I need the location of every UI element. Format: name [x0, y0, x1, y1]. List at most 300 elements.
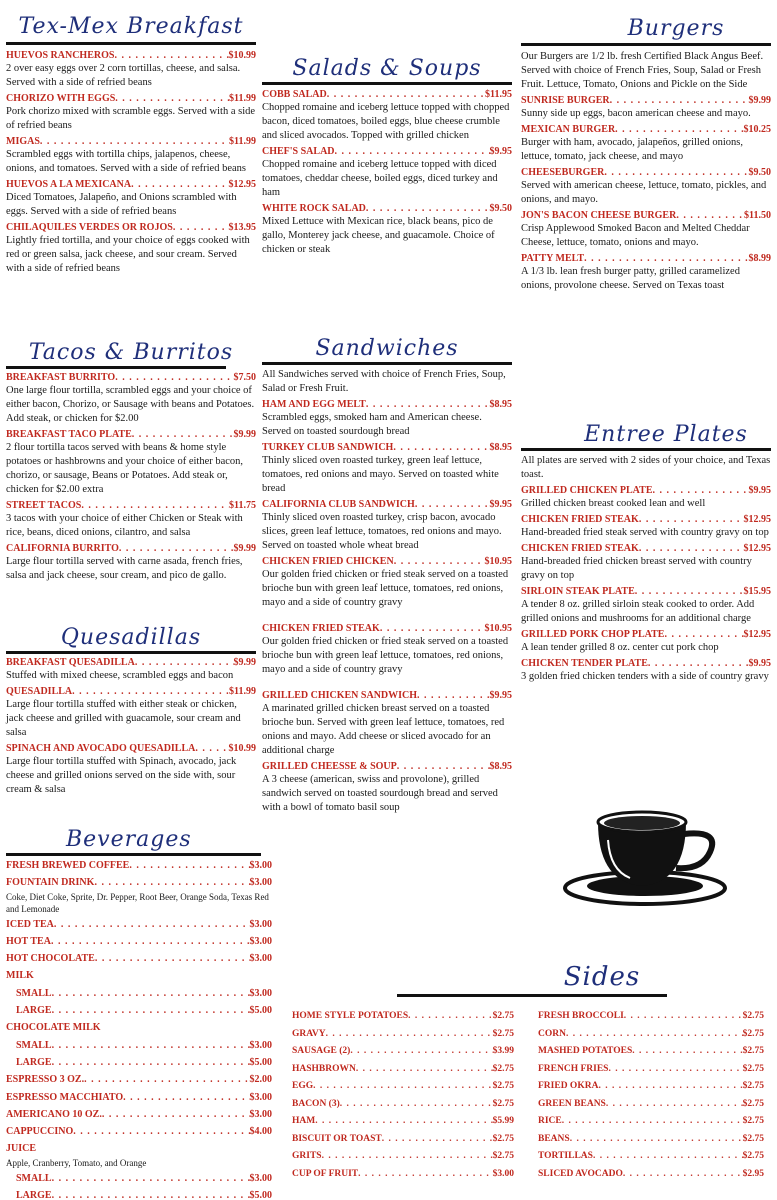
dot-leader [623, 1167, 743, 1183]
menu-item-price: $9.95 [489, 499, 512, 510]
menu-item-row [292, 1114, 514, 1130]
menu-item-price: $2.75 [742, 1151, 764, 1161]
dot-leader [52, 1038, 250, 1053]
menu-item-row [6, 178, 256, 191]
menu-item-price: $8.95 [489, 761, 512, 772]
dot-leader [131, 178, 228, 191]
menu-item-row [262, 202, 512, 215]
menu-item [6, 1107, 272, 1122]
menu-item-row [292, 1044, 514, 1060]
menu-item-name: HUEVOS RANCHEROS [6, 50, 115, 61]
dot-leader [394, 555, 485, 568]
dot-leader [73, 1124, 249, 1139]
menu-item [521, 657, 771, 684]
menu-item [538, 1097, 764, 1113]
menu-item [538, 1062, 764, 1078]
quesadillas-title: Quesadillas [60, 625, 202, 650]
menu-item-description: A 1/3 lb. lean fresh burger patty, grilled caramelized onions, provolone cheese. Served on Texas toast [521, 266, 740, 291]
sides-section [292, 962, 772, 1182]
dot-leader [604, 166, 748, 179]
menu-item [6, 1055, 272, 1070]
menu-item-price: $3.00 [249, 987, 272, 999]
burgers-intro: Our Burgers are 1/2 lb. fresh Certified Black Angus Beef. Served with choice of French Fries, Soup, Salad or Fresh Fruit. Lettuce, Tomato, Onions and Pickle on the Side [521, 51, 764, 90]
menu-item-row [6, 656, 256, 669]
menu-item [6, 917, 272, 932]
menu-item-row [262, 88, 512, 101]
menu-item-row [292, 1149, 514, 1165]
menu-item-price: $2.75 [742, 1063, 764, 1074]
dot-leader [648, 657, 749, 670]
menu-item-name: EGG [292, 1081, 314, 1091]
menu-item-price: $3.00 [249, 1039, 272, 1051]
menu-item-price: $12.95 [743, 514, 771, 525]
menu-item-price: $2.75 [742, 1028, 764, 1039]
menu-item-price: $8.95 [489, 442, 512, 453]
menu-item-price: $3.00 [249, 877, 272, 889]
burgers-divider [521, 43, 771, 46]
menu-item-price: $2.75 [492, 1081, 514, 1091]
menu-item [6, 1124, 272, 1139]
menu-item-description: Thinly sliced oven roasted turkey, green leaf lettuce, tomatoes, red onions and mayo. Served on toasted white bread [262, 455, 499, 494]
menu-item-name: SUNRISE BURGER [521, 95, 610, 106]
dot-leader [52, 1055, 250, 1070]
dot-leader [653, 484, 749, 497]
menu-item-name: HOT TEA [6, 935, 51, 947]
dot-leader [397, 760, 490, 773]
menu-item-row [292, 1097, 514, 1113]
menu-item-price: $2.00 [249, 1074, 272, 1086]
menu-item-price: $12.95 [228, 179, 256, 190]
menu-item [262, 398, 512, 439]
menu-item-price: $11.75 [229, 500, 256, 511]
menu-item [521, 542, 771, 583]
menu-item-price: $2.75 [742, 1116, 764, 1126]
menu-item-row [262, 441, 512, 454]
menu-item-name: GRILLED PORK CHOP PLATE [521, 629, 665, 640]
menu-item-row [292, 1009, 514, 1025]
dot-leader [350, 1044, 492, 1060]
menu-item-price: $3.00 [249, 1172, 272, 1184]
menu-item-description: Lightly fried tortilla, and your choice of eggs cooked with red or green salsa, jack cheese, and sour cream. Served with a side of refried beans [6, 235, 250, 274]
menu-item-row [538, 1149, 764, 1165]
menu-item-name: SPINACH AND AVOCADO QUESADILLA [6, 743, 196, 754]
dot-leader [584, 252, 748, 265]
menu-item-name: BISCUIT OR TOAST [292, 1133, 382, 1144]
menu-item-row [262, 760, 512, 773]
menu-item [6, 371, 256, 426]
dot-leader [195, 742, 228, 755]
menu-item-description: Scrambled eggs, smoked ham and American cheese. Served on toasted sourdough bread [262, 412, 482, 437]
dot-leader [52, 1171, 250, 1186]
menu-item [262, 88, 512, 143]
menu-item-name: WHITE ROCK SALAD [262, 203, 366, 214]
menu-item-name: ESPRESSO 3 OZ. [6, 1074, 85, 1086]
menu-item-row [6, 917, 272, 932]
tacos-section [6, 340, 256, 583]
menu-item-price: $10.99 [228, 50, 256, 61]
menu-item-price: $11.50 [744, 210, 771, 221]
dot-leader [608, 1062, 742, 1078]
dot-leader [315, 1114, 492, 1130]
menu-item-name: AMERICANO 10 OZ. [6, 1108, 102, 1120]
menu-item-row [262, 689, 512, 702]
menu-item-price: $12.95 [743, 629, 771, 640]
menu-item-name: STREET TACOS [6, 500, 82, 511]
menu-item-description: A marinated grilled chicken breast served on a toasted brioche bun. Served with green leaf lettuce, tomatoes, red onions and mayo. Add cheese or sliced avocado for an additional charge [262, 703, 505, 756]
menu-item-name: GRILLED CHICKEN PLATE [521, 485, 653, 496]
menu-item [6, 1003, 272, 1018]
menu-item-row [538, 1167, 764, 1183]
menu-item-name: HUEVOS A LA MEXICANA [6, 179, 132, 190]
menu-item-name: GRILLED CHEESSE & SOUP [262, 761, 397, 772]
menu-item-description: Sunny side up eggs, bacon american cheese and mayo. [521, 108, 751, 119]
menu-item-description: Our golden fried chicken or fried steak served on a toasted brioche bun with green leaf lettuce, tomatoes, red onions, mayo and a side of country gravy [262, 636, 509, 675]
menu-item-price: $3.00 [249, 953, 272, 965]
menu-item-row [521, 484, 771, 497]
menu-item [262, 498, 512, 553]
menu-item-name: FOUNTAIN DRINK [6, 877, 95, 889]
menu-item-name: CHICKEN TENDER PLATE [521, 658, 648, 669]
menu-item-row [262, 398, 512, 411]
menu-item [521, 94, 771, 121]
menu-item [521, 166, 771, 207]
dot-leader [119, 542, 234, 555]
dot-leader [52, 1003, 250, 1018]
dot-leader [52, 1188, 250, 1200]
dot-leader [115, 92, 229, 105]
menu-item-row [538, 1027, 764, 1043]
menu-item [6, 1171, 272, 1186]
dot-leader [639, 513, 744, 526]
dot-leader [340, 1097, 493, 1113]
menu-item [6, 1188, 272, 1200]
tacos-title: Tacos & Burritos [28, 340, 234, 365]
menu-item-row [538, 1062, 764, 1078]
menu-item-row [6, 1124, 272, 1139]
menu-item-row [6, 1003, 272, 1018]
menu-item-price: $3.00 [249, 918, 272, 930]
menu-item-row [538, 1079, 764, 1095]
dot-leader [51, 934, 250, 949]
menu-item [292, 1009, 514, 1025]
dot-leader [632, 1044, 742, 1060]
dot-leader [639, 542, 744, 555]
menu-item [262, 441, 512, 496]
menu-item-price: $7.50 [233, 372, 256, 383]
dot-leader [327, 88, 485, 101]
dot-leader [624, 1009, 743, 1025]
dot-leader [132, 428, 234, 441]
menu-item-price: $9.95 [748, 658, 771, 669]
menu-item [262, 622, 512, 677]
menu-item-price: $5.00 [249, 1005, 272, 1017]
menu-item-row [538, 1114, 764, 1130]
dot-leader [326, 1027, 493, 1043]
entree-intro: All plates are served with 2 sides of your choice, and Texas toast. [521, 455, 771, 480]
menu-item [521, 628, 771, 655]
dot-leader [358, 1167, 492, 1183]
menu-item-description: Diced Tomatoes, Jalapeño, and Onions scrambled with eggs. Served with a side of refried beans [6, 192, 237, 217]
menu-item-price: $9.50 [489, 203, 512, 214]
dot-leader [54, 917, 250, 932]
menu-item-price: $2.75 [492, 1151, 514, 1161]
menu-item-price: $2.75 [742, 1081, 764, 1091]
menu-item-row [6, 542, 256, 555]
menu-item-name: SMALL [16, 1039, 52, 1051]
menu-item-row [262, 498, 512, 511]
menu-item-price: $3.00 [249, 1108, 272, 1120]
dot-leader [562, 1114, 743, 1130]
quesadillas-list [6, 656, 256, 797]
dot-leader [593, 1149, 743, 1165]
menu-item-row [262, 622, 512, 635]
menu-item-price: $2.95 [742, 1168, 764, 1179]
menu-item [538, 1009, 764, 1025]
menu-item-price: $2.75 [492, 1028, 514, 1039]
dot-leader [313, 1079, 493, 1095]
tacos-list [6, 371, 256, 583]
menu-item-price: $3.00 [249, 1091, 272, 1103]
menu-item-description: A 3 cheese (american, swiss and provolone), grilled sandwich served on toasted sourdough bread and served with a bowl of tomato basil soup [262, 774, 498, 813]
menu-item-price: $9.95 [748, 485, 771, 496]
menu-item [538, 1149, 764, 1165]
menu-item [538, 1079, 764, 1095]
sandwiches-divider [262, 362, 512, 365]
dot-leader [173, 221, 229, 234]
menu-item-name: HOME STYLE POTATOES [292, 1011, 409, 1021]
menu-item-row [6, 685, 256, 698]
menu-item-row [538, 1009, 764, 1025]
menu-item-price: $9.99 [233, 543, 256, 554]
menu-item-row [521, 513, 771, 526]
dot-leader [81, 499, 229, 512]
dot-leader [380, 622, 485, 635]
sides-right-list [538, 1007, 764, 1182]
texmex-list [6, 49, 256, 276]
menu-item-price: $13.95 [228, 222, 256, 233]
menu-item-name: CHICKEN FRIED CHICKEN [262, 556, 394, 567]
dot-leader [635, 585, 744, 598]
menu-item-row [6, 92, 256, 105]
menu-item-description: One large flour tortilla, scrambled eggs and your choice of either bacon, Chorizo, or Sausage with beans and Potatoes. Add steak, or chicken for $2.00 [6, 385, 255, 424]
menu-item-name: CORN [538, 1028, 566, 1039]
dot-leader [52, 986, 250, 1001]
menu-item-description: A lean tender grilled 8 oz. center cut pork chop [521, 642, 719, 653]
menu-item-description: Stuffed with mixed cheese, scrambled eggs and bacon [6, 670, 234, 681]
menu-item-row [538, 1097, 764, 1113]
menu-item-price: $2.75 [492, 1011, 514, 1021]
sandwiches-title: Sandwiches [315, 336, 459, 361]
menu-item-row [521, 585, 771, 598]
dot-leader [123, 1090, 249, 1105]
menu-item-price: $2.75 [742, 1133, 764, 1144]
menu-item-name: GRILLED CHICKEN SANDWICH [262, 690, 418, 701]
menu-item-price: $9.99 [233, 657, 256, 668]
dot-leader [610, 94, 749, 107]
menu-item-row [6, 221, 256, 234]
menu-item [6, 742, 256, 797]
dot-leader [72, 685, 229, 698]
salads-list [262, 88, 512, 257]
menu-item [6, 1141, 272, 1168]
menu-item-price: $10.99 [228, 743, 256, 754]
menu-item-description: Hand-breaded fried steak served with country gravy on top [521, 527, 769, 538]
menu-item-name: CHICKEN FRIED STEAK [262, 623, 380, 634]
menu-item-name: GRAVY [292, 1028, 326, 1039]
menu-item-name: HASHBROWN [292, 1063, 356, 1074]
dot-leader [382, 1132, 493, 1148]
menu-item-name: LARGE [16, 1190, 52, 1200]
menu-item-row [6, 742, 256, 755]
menu-item [6, 986, 272, 1001]
dot-leader [95, 951, 250, 966]
menu-item-name: FRIED OKRA [538, 1081, 599, 1091]
dot-leader [335, 145, 490, 158]
menu-item [6, 685, 256, 740]
menu-item [6, 499, 256, 540]
menu-item-name: CUP OF FRUIT [292, 1168, 359, 1179]
menu-item-description: Large flour tortilla stuffed with Spinach, avocado, jack cheese and grilled onions served on the side with, sour cream & salsa [6, 756, 237, 795]
entree-list [521, 484, 771, 684]
beverages-list [6, 858, 272, 1200]
dot-leader [615, 123, 743, 136]
salads-title: Salads & Soups [292, 56, 482, 81]
menu-item-row [521, 657, 771, 670]
menu-item [538, 1114, 764, 1130]
dot-leader [322, 1149, 493, 1165]
menu-item-row [6, 858, 272, 873]
menu-item-name: HOT CHOCOLATE [6, 953, 95, 965]
menu-item-row [6, 1188, 272, 1200]
menu-item-name: CHICKEN FRIED STEAK [521, 514, 639, 525]
menu-item [292, 1027, 514, 1043]
menu-item-price: $12.95 [743, 543, 771, 554]
menu-item-description: 2 flour tortilla tacos served with beans & home style potatoes or hashbrowns and your choice of either bacon, chorizo, or sausage, Beans or Potatoes. Add steak or, chicken for $2.00 extra [6, 442, 244, 495]
menu-item-row [292, 1027, 514, 1043]
sides-title: Sides [563, 962, 641, 992]
menu-item-name: FRESH BREWED COFFEE [6, 860, 130, 871]
dot-leader [356, 1062, 493, 1078]
menu-item-row [6, 499, 256, 512]
dot-leader [115, 371, 233, 384]
beverages-title: Beverages [66, 827, 192, 852]
dot-leader [40, 135, 229, 148]
menu-item-row [6, 1107, 272, 1122]
menu-item-price: $10.95 [484, 623, 512, 634]
menu-item [292, 1079, 514, 1095]
menu-item [521, 513, 771, 540]
entree-divider [521, 448, 771, 451]
menu-item-row [6, 951, 272, 966]
menu-item-row [6, 986, 272, 1001]
menu-item-description: Pork chorizo mixed with scramble eggs. Served with a side of refried beans [6, 106, 256, 131]
dot-leader [408, 1009, 492, 1025]
menu-item [6, 92, 256, 133]
menu-item-row [521, 252, 771, 265]
menu-item-price: $4.00 [249, 1126, 272, 1138]
menu-item [6, 428, 256, 497]
menu-item-name: HAM [292, 1116, 316, 1126]
menu-item-row [6, 934, 272, 949]
menu-item [6, 1038, 272, 1053]
menu-item-price: $9.95 [489, 690, 512, 701]
menu-item-name: CAPPUCCINO [6, 1126, 74, 1138]
menu-item [6, 135, 256, 176]
menu-item-name: FRENCH FRIES [538, 1063, 609, 1074]
dot-leader [566, 1027, 743, 1043]
menu-item-description: Chopped romaine and iceberg lettuce topped with chopped bacon, diced tomatoes, boiled eggs, blue cheese crumble and sliced avocados. Topped with grilled chicken [262, 102, 510, 141]
menu-item-name: SIRLOIN STEAK PLATE [521, 586, 635, 597]
menu-item-price: $9.50 [748, 167, 771, 178]
menu-item [538, 1132, 764, 1148]
menu-item-name: ESPRESSO MACCHIATO [6, 1091, 124, 1103]
menu-item-row [538, 1132, 764, 1148]
menu-item-name: RICE [538, 1116, 562, 1126]
menu-item-name: CHILAQUILES VERDES OR ROJOS [6, 222, 173, 233]
menu-item-name: HAM AND EGG MELT [262, 399, 366, 410]
menu-item-row [521, 542, 771, 555]
menu-item-price: $11.95 [485, 89, 512, 100]
menu-item [6, 858, 272, 873]
menu-item-row [6, 371, 256, 384]
menu-item-description: Hand-breaded fried chicken breast served with country gravy on top [521, 556, 752, 581]
sides-left-list [292, 1007, 514, 1182]
texmex-title: Tex-Mex Breakfast [18, 14, 244, 39]
menu-item [262, 555, 512, 610]
menu-item-name: SAUSAGE (2) [292, 1046, 351, 1056]
menu-item [292, 1062, 514, 1078]
dot-leader [114, 49, 228, 62]
menu-item-row [292, 1132, 514, 1148]
menu-item-description: Served with american cheese, lettuce, tomato, pickles, and onions, and mayo. [521, 180, 767, 205]
burgers-title: Burgers [627, 16, 725, 41]
menu-item-name: SMALL [16, 1172, 52, 1184]
menu-item-name: SLICED AVOCADO [538, 1168, 623, 1179]
menu-item-name: ICED TEA [6, 918, 54, 930]
beverages-section [6, 827, 272, 1200]
menu-item-price: $5.99 [492, 1116, 514, 1126]
menu-item-description: Thinly sliced oven roasted turkey, crisp bacon, avocado slices, green leaf lettuce, tomatoes, red onions and mayo. Served on toasted whole wheat bread [262, 512, 502, 551]
menu-item-row [6, 1020, 272, 1035]
menu-item-row [262, 145, 512, 158]
menu-item-name: FRESH BROCCOLI [538, 1011, 624, 1021]
menu-item-row [6, 1055, 272, 1070]
menu-item [6, 1090, 272, 1105]
menu-item [538, 1044, 764, 1060]
menu-item-price: $8.99 [748, 253, 771, 264]
menu-item [521, 252, 771, 293]
menu-item-price: $2.75 [742, 1046, 764, 1056]
menu-item-description: Chopped romaine and iceberg lettuce topped with diced tomatoes, cheddar cheese, boiled eggs, diced turkey and ham [262, 159, 498, 198]
menu-item-name: BACON (3) [292, 1098, 340, 1109]
menu-item [292, 1149, 514, 1165]
dot-leader [415, 498, 490, 511]
beverages-divider [6, 853, 261, 856]
menu-item [262, 202, 512, 257]
menu-item-price: $9.99 [233, 429, 256, 440]
menu-item-price: $5.00 [249, 1190, 272, 1200]
menu-item [292, 1097, 514, 1113]
dot-leader [417, 689, 489, 702]
quesadillas-divider [6, 651, 256, 654]
menu-item-price: $10.95 [484, 556, 512, 567]
sandwiches-list [262, 398, 512, 815]
menu-item [6, 968, 272, 983]
menu-item-row [521, 166, 771, 179]
menu-item-row [6, 875, 272, 890]
dot-leader [570, 1132, 743, 1148]
menu-item-description: Crisp Applewood Smoked Bacon and Melted Cheddar Cheese, lettuce, tomato, onions and mayo. [521, 223, 750, 248]
